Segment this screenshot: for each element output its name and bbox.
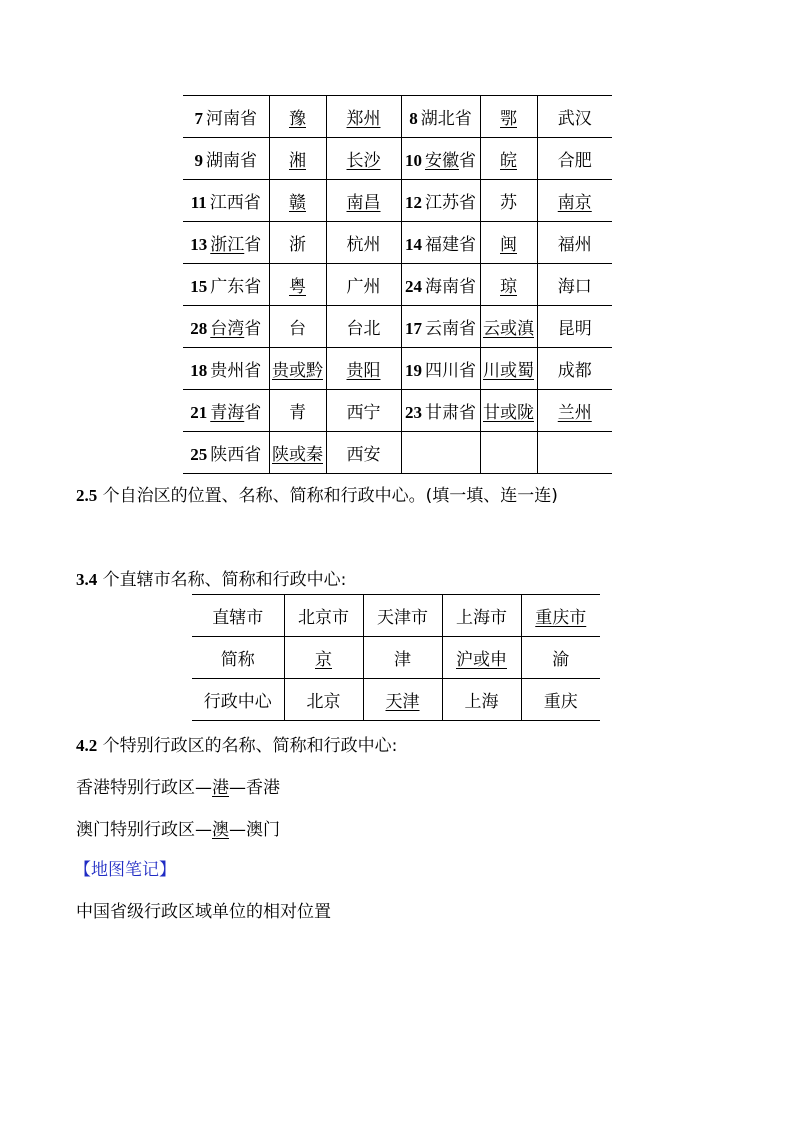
province-capital-cell [326,432,401,474]
province-abbr-cell [480,96,537,138]
province-capital-cell [537,138,612,180]
hk-abbr: 港 [212,778,229,798]
province-row [183,348,612,390]
province-number: 15 [190,277,208,296]
province-name-cell [183,390,269,432]
province-abbr-cell [480,390,537,432]
province-table [183,95,612,474]
province-name: 海南省 [425,277,476,297]
province-capital-cell [537,348,612,390]
province-abbr: 甘或陇 [483,403,534,423]
macau-line [76,815,280,840]
cell-center-beijing: 北京 [284,679,363,721]
province-number: 9 [194,151,203,170]
cell-abbr-chongqing: 渝 [521,637,600,679]
province-name-cell [401,222,480,264]
municipality-abbr-row [192,637,600,679]
province-capital: 郑州 [346,109,381,129]
province-abbr-cell [480,264,537,306]
province-number: 18 [190,361,208,380]
province-abbr: 闽 [500,235,517,255]
cell-abbr-beijing [284,637,363,679]
section-2-text: 个自治区的位置、名称、简称和行政中心。(填一填、连一连) [97,486,558,506]
province-name: 四川省 [425,361,476,381]
province-capital: 广州 [346,277,381,297]
province-abbr: 浙 [289,235,306,255]
province-row [183,390,612,432]
province-capital: 西宁 [346,403,381,423]
province-capital-cell [537,180,612,222]
province-abbr-cell [480,306,537,348]
province-name-cell [401,348,480,390]
province-abbr: 陕或秦 [272,445,323,465]
municipality-table [192,594,600,721]
section-2-heading [76,481,558,506]
province-name-cell [401,390,480,432]
province-abbr-cell [269,348,326,390]
province-name: 安徽省 [425,151,476,171]
row-label: 行政中心 [192,679,284,721]
province-number: 7 [194,109,203,128]
province-abbr-cell [480,348,537,390]
province-capital-cell [326,264,401,306]
province-abbr-cell [480,138,537,180]
province-abbr: 川或蜀 [483,361,534,381]
province-abbr: 皖 [500,151,517,171]
province-number: 23 [405,403,422,422]
province-name: 江西省 [209,193,261,213]
section-3-number: 3.4 [76,570,98,589]
province-name-cell [183,432,269,474]
province-capital-cell [326,96,401,138]
province-capital-cell [537,306,612,348]
province-number: 13 [190,235,208,254]
province-row [183,180,612,222]
province-number: 11 [190,193,207,212]
province-number: 12 [405,193,422,212]
province-abbr-cell [269,306,326,348]
province-name-cell [401,306,480,348]
province-abbr-cell [269,96,326,138]
province-name: 陕西省 [210,445,262,465]
row-label: 简称 [192,637,284,679]
province-abbr: 赣 [289,193,306,213]
province-capital-cell [326,222,401,264]
underlined-answer: 天津 [385,692,420,712]
province-row [183,264,612,306]
macau-center: 澳门 [246,820,280,840]
province-capital: 杭州 [346,235,381,255]
province-capital-cell [537,264,612,306]
macau-abbr: 澳 [212,820,229,840]
province-abbr-cell [269,138,326,180]
province-name: 青海省 [210,403,262,423]
province-abbr: 苏 [500,193,517,213]
map-notes-title: 【地图笔记】 [74,860,176,880]
municipality-center-row [192,679,600,721]
province-capital-cell [326,138,401,180]
province-abbr: 云或滇 [483,319,534,339]
province-row [183,222,612,264]
province-name-cell [401,264,480,306]
section-4-heading [76,731,397,756]
province-abbr-cell [480,432,537,474]
province-row [183,96,612,138]
province-number: 19 [405,361,422,380]
province-capital-cell [537,390,612,432]
province-name-cell [183,180,269,222]
province-name-cell [183,96,269,138]
province-name-cell [183,348,269,390]
province-abbr-cell [269,222,326,264]
section-4-text: 个特别行政区的名称、简称和行政中心: [97,736,398,756]
province-capital-cell [326,390,401,432]
province-name: 湖南省 [206,151,257,171]
province-name-cell [183,222,269,264]
hk-name: 香港特别行政区 [76,778,195,798]
province-abbr: 豫 [289,109,306,129]
section-3-text: 个直辖市名称、简称和行政中心: [97,570,347,590]
section-4-number: 4.2 [76,736,98,755]
province-name: 福建省 [425,235,476,255]
province-abbr-cell [269,390,326,432]
province-capital: 武汉 [557,109,592,129]
underlined-answer: 京 [315,650,332,670]
hk-line [76,773,280,798]
province-number: 28 [190,319,208,338]
province-capital: 贵阳 [346,361,381,381]
dash: — [229,778,246,798]
province-capital-cell [326,306,401,348]
cell-center-shanghai: 上海 [442,679,521,721]
province-name: 云南省 [425,319,476,339]
province-name: 贵州省 [210,361,262,381]
province-name-cell [401,138,480,180]
province-name: 广东省 [210,277,262,297]
province-capital: 南京 [557,193,592,213]
province-capital: 合肥 [557,151,592,171]
province-name: 湖北省 [420,109,472,129]
province-name: 河南省 [206,109,257,129]
province-row [183,432,612,474]
section-2-number: 2.5 [76,486,98,505]
row-label: 直辖市 [192,595,284,637]
cell-abbr-tianjin: 津 [363,637,442,679]
section-3-heading [76,565,346,590]
hk-center: 香港 [246,778,280,798]
province-name: 台湾省 [210,319,262,339]
province-capital-cell [537,432,612,474]
province-abbr-cell [269,432,326,474]
province-number: 14 [405,235,422,254]
province-abbr: 台 [289,319,306,339]
cell-shanghai: 上海市 [442,595,521,637]
province-number: 8 [409,109,418,128]
underlined-answer: 重庆市 [535,608,587,628]
province-name-cell [183,264,269,306]
province-abbr: 粤 [289,277,306,297]
province-capital: 成都 [557,361,592,381]
province-abbr-cell [480,180,537,222]
closing-text: 中国省级行政区域单位的相对位置 [76,902,331,922]
dash: — [195,778,212,798]
province-capital: 兰州 [557,403,592,423]
province-abbr: 鄂 [500,109,517,129]
province-name: 浙江省 [210,235,262,255]
cell-center-tianjin [363,679,442,721]
province-name-cell [183,306,269,348]
province-abbr-cell [480,222,537,264]
province-number: 17 [405,319,422,338]
province-capital-cell [537,96,612,138]
cell-center-chongqing: 重庆 [521,679,600,721]
province-number: 24 [405,277,422,296]
province-name-cell [401,96,480,138]
province-abbr: 青 [289,403,306,423]
province-capital: 长沙 [346,151,381,171]
province-capital-cell [326,348,401,390]
province-number: 10 [405,151,422,170]
province-abbr-cell [269,180,326,222]
province-row [183,138,612,180]
province-capital-cell [537,222,612,264]
underlined-answer: 沪或申 [456,650,507,670]
dash: — [195,820,212,840]
province-capital: 西安 [346,445,381,465]
province-number: 25 [190,445,208,464]
cell-tianjin: 天津市 [363,595,442,637]
province-capital: 海口 [557,277,592,297]
province-name: 甘肃省 [425,403,476,423]
macau-name: 澳门特别行政区 [76,820,195,840]
cell-beijing: 北京市 [284,595,363,637]
province-capital: 昆明 [557,319,592,339]
province-abbr: 湘 [289,151,306,171]
province-abbr-cell [269,264,326,306]
province-capital: 福州 [557,235,592,255]
province-name-cell [401,180,480,222]
dash: — [229,820,246,840]
province-abbr: 贵或黔 [272,361,323,381]
province-capital: 南昌 [346,193,381,213]
province-capital: 台北 [346,319,381,339]
province-name-cell [401,432,480,474]
province-name: 江苏省 [425,193,476,213]
cell-chongqing [521,595,600,637]
province-abbr: 琼 [500,277,517,297]
province-row [183,306,612,348]
province-name-cell [183,138,269,180]
province-capital-cell [326,180,401,222]
province-number: 21 [190,403,208,422]
municipality-header-row [192,595,600,637]
cell-abbr-shanghai [442,637,521,679]
